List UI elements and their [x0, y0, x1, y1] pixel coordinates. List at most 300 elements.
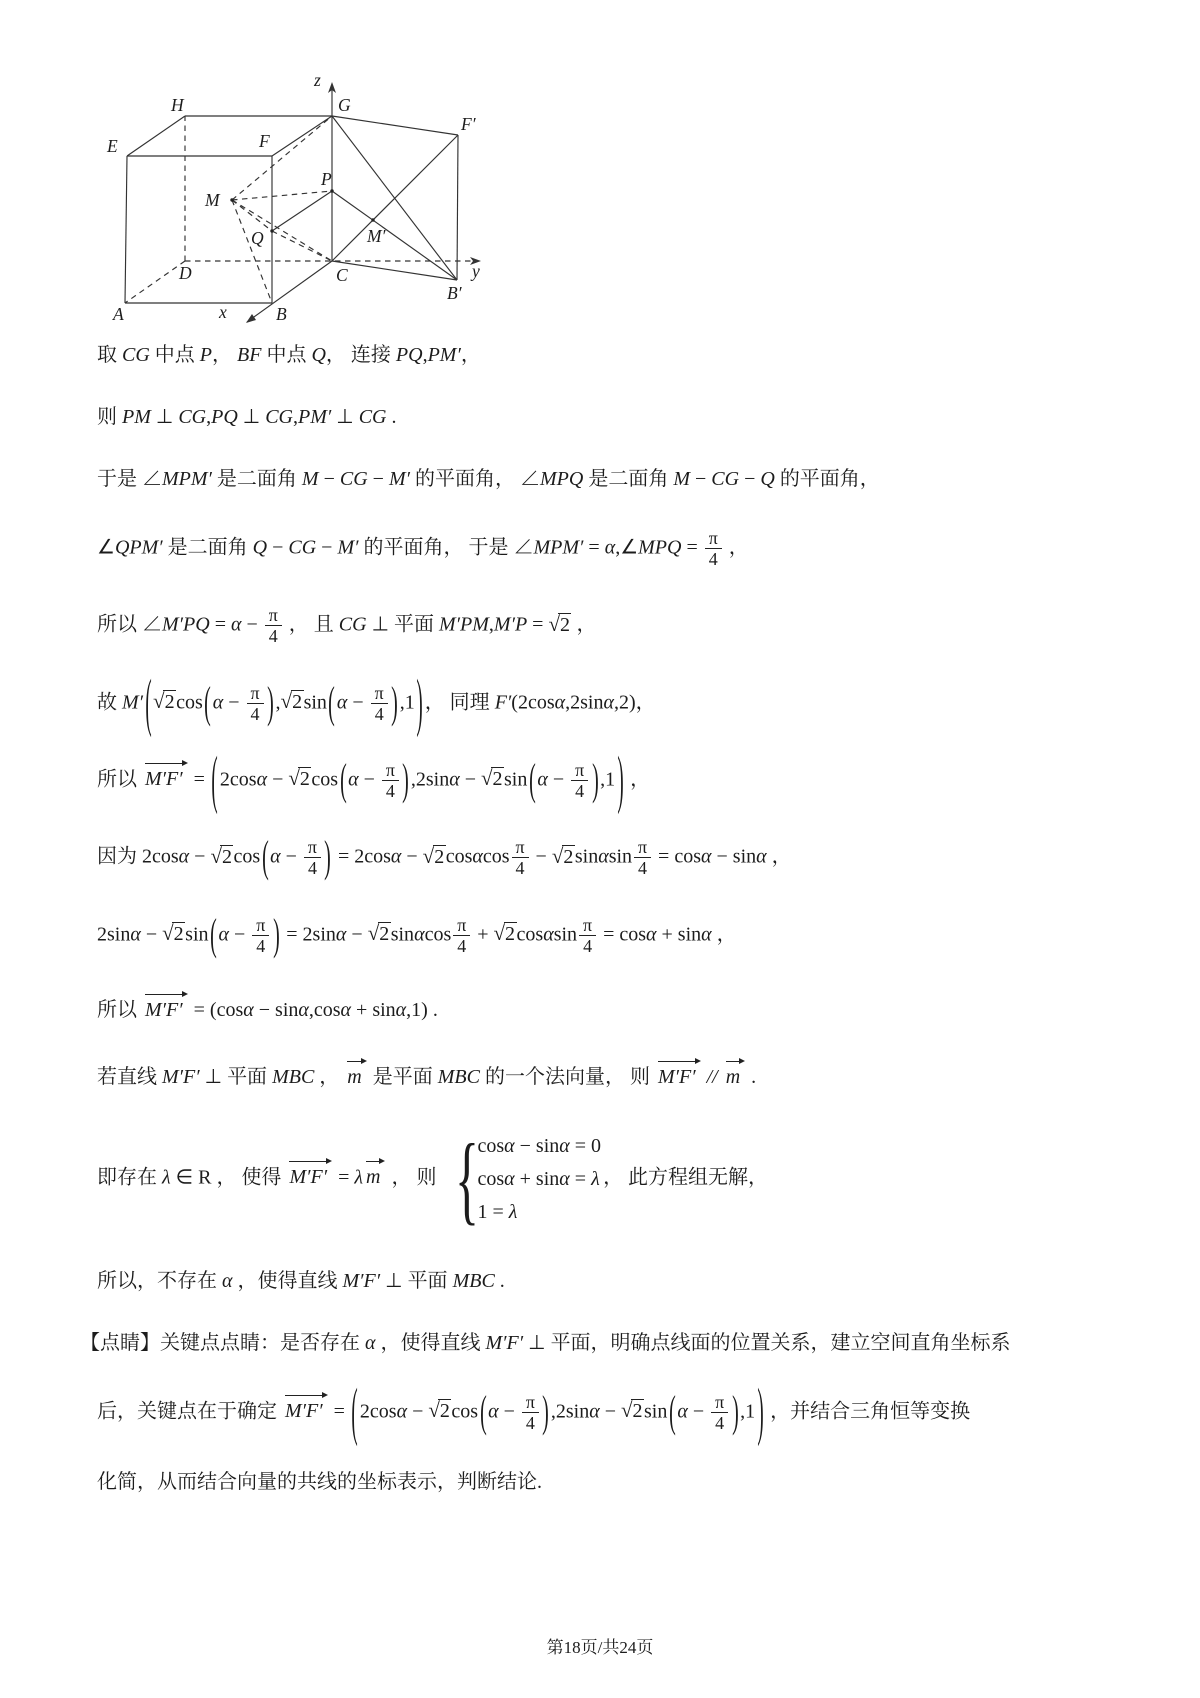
- vertex-label-c: C: [336, 265, 348, 285]
- math-roman: ,: [293, 406, 298, 428]
- fraction: $\frac{\pi}{4}$: [453, 915, 470, 956]
- math-var: α: [270, 845, 281, 868]
- cjk-text: 故: [97, 690, 122, 713]
- text-line: [97, 1059, 1120, 1090]
- axis-label-y: y: [472, 261, 480, 281]
- math-roman: ,: [275, 690, 281, 713]
- math-roman: sin: [504, 768, 528, 791]
- cjk-text: 则: [97, 406, 122, 428]
- math-roman: −: [547, 768, 570, 791]
- vertex-label-b2: B′: [447, 283, 462, 303]
- text-line: [97, 404, 1120, 430]
- math-var: M′: [388, 468, 410, 490]
- math-roman: − sin: [711, 845, 757, 868]
- math-roman: sin: [608, 845, 633, 868]
- cube-edges: [125, 116, 332, 303]
- math-roman: cos: [233, 845, 261, 868]
- solution-lines: [0, 342, 1200, 1495]
- math-roman: ∠: [620, 536, 639, 559]
- math-roman: −: [223, 690, 245, 713]
- cjk-text: 的平面角，: [774, 468, 880, 490]
- vertex-label-p: P: [321, 169, 332, 189]
- math-var: M′F′: [162, 1065, 200, 1088]
- math-roman: −: [530, 845, 552, 868]
- math-var: Q: [760, 468, 775, 490]
- math-var: F′: [494, 690, 512, 713]
- cjk-text: ，: [625, 768, 651, 791]
- fraction: $\frac{\pi}{4}$: [252, 915, 269, 956]
- math-roman: −: [318, 468, 340, 490]
- math-var: α: [298, 998, 309, 1021]
- math-roman: ⊥: [331, 406, 359, 428]
- vertex-label-a: A: [113, 304, 124, 324]
- math-var: //: [701, 1065, 723, 1088]
- math-var: CG: [358, 406, 387, 428]
- math-var: CG: [288, 536, 317, 559]
- math-var: α: [396, 1400, 408, 1423]
- text-line: [97, 1469, 1120, 1495]
- math-var: α: [335, 922, 347, 945]
- cjk-text: .: [494, 1269, 505, 1292]
- math-var: QPM′: [114, 536, 163, 559]
- sqrt-expr: √2: [280, 688, 303, 713]
- math-var: MBC: [272, 1065, 315, 1088]
- math-var: α: [646, 922, 657, 945]
- math-roman: ⊥: [380, 1269, 408, 1292]
- cjk-text: 化简，从而结合向量的共线的坐标表示，判断结论.: [97, 1471, 542, 1494]
- math-roman: =: [583, 536, 605, 559]
- math-roman: − sin: [514, 1134, 560, 1157]
- cjk-text: 【点睛】关键点点睛：是否存在: [80, 1331, 365, 1354]
- sqrt-expr: √2: [153, 688, 175, 713]
- paren-group: ( 2cosα − √2cos ( α − $\frac{\pi}{4}$ ) ,2sinα − √2sin ( α − $\frac{\pi}{4}$ ) ,1 ): [351, 1373, 764, 1448]
- fraction: $\frac{\pi}{4}$: [371, 683, 388, 724]
- vertex-label-b: B: [276, 304, 287, 324]
- math-roman: =: [681, 536, 703, 559]
- paren-group: ( α − $\frac{\pi}{4}$ ): [529, 754, 599, 805]
- math-roman: = (cos: [188, 998, 244, 1021]
- math-var: M: [301, 468, 319, 490]
- math-roman: sin: [390, 922, 415, 945]
- math-roman: (2cos: [511, 690, 555, 713]
- math-roman: =: [328, 1400, 350, 1423]
- sqrt-expr: √2: [422, 843, 445, 868]
- fraction: $\frac{\pi}{4}$: [304, 837, 321, 878]
- math-roman: ⊥: [366, 613, 394, 636]
- axis-label-x: x: [219, 302, 227, 322]
- math-roman: cos: [311, 768, 339, 791]
- text-line: [97, 831, 1120, 882]
- fraction: $\frac{\pi}{4}$: [579, 915, 596, 956]
- math-roman: = 0: [569, 1134, 602, 1157]
- vertex-label-f: F: [259, 131, 270, 151]
- math-var: α: [756, 845, 767, 868]
- math-roman: cos: [477, 1167, 505, 1190]
- paren-group: ( α − $\frac{\pi}{4}$ ): [204, 676, 274, 728]
- text-line: [97, 664, 1120, 739]
- math-roman: ⊥: [199, 1065, 228, 1088]
- math-roman: − sin: [253, 998, 299, 1021]
- math-var: PM′: [427, 344, 461, 366]
- math-roman: ∠: [97, 536, 115, 559]
- math-var: CG: [338, 613, 367, 636]
- vertex-label-h: H: [171, 95, 184, 115]
- math-roman: =: [209, 613, 231, 636]
- math-var: BF: [237, 344, 262, 366]
- math-var: α: [472, 845, 483, 868]
- vertex-label-m: M: [205, 190, 220, 210]
- vertex-label-e: E: [107, 136, 118, 156]
- math-roman: ,: [615, 536, 621, 559]
- math-var: α: [701, 922, 712, 945]
- cjk-text: 取: [97, 344, 122, 366]
- math-roman: +: [472, 922, 494, 945]
- cjk-text: 平面: [393, 613, 439, 636]
- math-roman: ,1: [600, 768, 616, 791]
- construction-dashed-lines: [232, 116, 332, 303]
- math-roman: cos: [477, 1134, 505, 1157]
- cjk-text: .: [386, 406, 397, 428]
- math-roman: −: [347, 690, 369, 713]
- math-roman: ,1: [399, 690, 415, 713]
- cjk-text: 是二面角: [162, 536, 253, 559]
- math-var: M′: [337, 536, 359, 559]
- math-roman: −: [241, 613, 263, 636]
- cjk-text: ， 且: [283, 613, 339, 636]
- math-roman: −: [687, 1400, 710, 1423]
- math-var: α: [212, 690, 224, 713]
- fraction: $\frac{\pi}{4}$: [265, 605, 282, 646]
- math-roman: =: [527, 613, 549, 636]
- cjk-text: 中点: [149, 344, 200, 366]
- cjk-text: 若直线: [97, 1065, 162, 1088]
- cjk-text: 的一个法向量， 则: [479, 1065, 655, 1088]
- math-roman: sin: [644, 1400, 668, 1423]
- fraction: $\frac{\pi}{4}$: [522, 1392, 539, 1433]
- vertex-label-f2: F′: [461, 114, 476, 134]
- math-var: α: [218, 922, 229, 945]
- cjk-text: 所以: [97, 998, 142, 1021]
- math-var: α: [365, 1331, 376, 1354]
- math-var: CG: [711, 468, 740, 490]
- math-roman: −: [739, 468, 761, 490]
- cjk-text: 平面，明确点线面的位置关系，建立空间直角坐标系: [550, 1331, 1011, 1354]
- text-line: [97, 908, 1120, 960]
- cjk-text: ，: [723, 536, 749, 559]
- cjk-text: 所以: [97, 768, 142, 791]
- math-var: α: [559, 1134, 570, 1157]
- math-var: α: [504, 1167, 515, 1190]
- math-roman: ,cos: [308, 998, 341, 1021]
- math-roman: ,1): [406, 998, 428, 1021]
- axis-label-z: z: [314, 70, 321, 90]
- math-roman: −: [316, 536, 338, 559]
- math-var: α: [589, 1400, 600, 1423]
- math-roman: ,2): [613, 690, 636, 713]
- math-var: M′: [122, 690, 144, 713]
- fraction: $\frac{\pi}{4}$: [705, 528, 722, 569]
- math-roman: ∠: [513, 536, 534, 559]
- fraction: $\frac{\pi}{4}$: [247, 683, 264, 724]
- text-line: [97, 992, 1120, 1023]
- math-var: α: [230, 613, 242, 636]
- math-var: MPQ: [540, 468, 584, 490]
- cjk-text: 的平面角， 于是: [358, 536, 514, 559]
- math-var: PQ: [211, 406, 238, 428]
- math-roman: =: [188, 768, 210, 791]
- math-var: M′F′: [342, 1269, 381, 1292]
- vertex-label-d: D: [179, 263, 192, 283]
- vector: m: [364, 1159, 385, 1190]
- text-line: [97, 466, 1120, 492]
- math-var: α: [677, 1400, 688, 1423]
- math-roman: ,2sin: [550, 1400, 590, 1423]
- cjk-text: 中点: [261, 344, 312, 366]
- sqrt-expr: √2: [367, 920, 390, 945]
- vector: M′F′: [143, 761, 188, 792]
- cjk-text: 后，关键点在于确定: [97, 1400, 282, 1423]
- math-var: α: [340, 998, 352, 1021]
- text-line: [97, 741, 1120, 816]
- sqrt-expr: √2: [548, 611, 570, 636]
- cjk-text: 平面: [227, 1065, 273, 1088]
- math-var: λ: [162, 1166, 171, 1189]
- vertex-label-m2: M′: [367, 226, 386, 246]
- page-footer: 第18页/共24页: [546, 1638, 654, 1657]
- math-var: Q: [252, 536, 268, 559]
- math-roman: = cos: [653, 845, 701, 868]
- vector: m: [724, 1059, 745, 1090]
- sqrt-expr: √2: [162, 920, 184, 945]
- math-roman: ,: [206, 406, 212, 428]
- text-line: [97, 605, 1120, 646]
- cjk-text: 是二面角: [583, 468, 674, 490]
- math-var: α: [603, 690, 614, 713]
- sqrt-expr: √2: [480, 766, 503, 791]
- math-var: CG: [265, 406, 293, 428]
- math-roman: −: [401, 845, 423, 868]
- math-roman: cos: [176, 690, 203, 713]
- cjk-text: ，使得直线: [375, 1331, 486, 1354]
- math-roman: ,2sin: [565, 690, 604, 713]
- math-var: CG: [178, 406, 207, 428]
- cjk-text: .: [427, 998, 438, 1021]
- vertex-label-q: Q: [251, 228, 264, 248]
- cjk-text: 是二面角: [211, 468, 302, 490]
- math-var: M′PM: [438, 613, 489, 636]
- math-var: M′PQ: [162, 613, 210, 636]
- cjk-text: 所以: [97, 613, 142, 636]
- sqrt-expr: √2: [210, 843, 232, 868]
- cjk-text: 即存在: [97, 1166, 162, 1189]
- math-roman: = cos: [598, 922, 647, 945]
- math-roman: ,: [422, 344, 428, 366]
- cjk-text: ，: [766, 845, 792, 868]
- cjk-text: 的平面角，: [410, 468, 520, 490]
- math-var: α: [554, 690, 566, 713]
- math-roman: ⊥: [150, 406, 179, 428]
- math-var: α: [559, 1167, 570, 1190]
- math-var: MPM′: [533, 536, 584, 559]
- math-roman: 2cos: [219, 768, 257, 791]
- math-var: α: [243, 998, 254, 1021]
- cjk-text: .: [746, 1065, 757, 1088]
- text-line: [97, 1122, 1120, 1234]
- cjk-text: 因为: [97, 845, 142, 868]
- cjk-text: ，: [635, 690, 656, 713]
- equation-system: { cosα − sinα = 0 cosα + sinα = λ 1 = λ: [455, 1122, 602, 1234]
- geometry-figure: [95, 70, 495, 338]
- math-roman: −: [690, 468, 712, 490]
- vector: m: [345, 1059, 366, 1090]
- math-roman: 2sin: [97, 922, 131, 945]
- paren-group: ( α − $\frac{\pi}{4}$ ): [339, 754, 410, 805]
- math-roman: −: [358, 768, 380, 791]
- fraction: $\frac{\pi}{4}$: [711, 1392, 728, 1433]
- math-roman: −: [367, 468, 389, 490]
- math-roman: 1 =: [477, 1200, 509, 1223]
- math-var: PM: [122, 406, 151, 428]
- sqrt-expr: √2: [428, 1398, 450, 1423]
- math-var: α: [390, 845, 402, 868]
- math-roman: cos: [445, 845, 473, 868]
- cjk-text: ，: [571, 613, 597, 636]
- math-var: α: [488, 1400, 499, 1423]
- cjk-text: ， 同理: [424, 690, 495, 713]
- math-var: α: [598, 845, 609, 868]
- math-var: M′P: [493, 613, 528, 636]
- math-var: M′F′: [485, 1331, 524, 1354]
- math-roman: ⊥: [237, 406, 266, 428]
- math-var: α: [336, 690, 348, 713]
- math-roman: −: [267, 768, 289, 791]
- math-var: α: [256, 768, 268, 791]
- math-var: α: [178, 845, 190, 868]
- cjk-text: ， 则: [386, 1166, 442, 1189]
- math-roman: −: [599, 1400, 621, 1423]
- cjk-text: ，: [711, 922, 737, 945]
- sqrt-expr: √2: [551, 843, 574, 868]
- math-var: α: [449, 768, 460, 791]
- paren-group: ( α − $\frac{\pi}{4}$ ): [669, 1385, 739, 1437]
- math-var: MBC: [452, 1269, 495, 1292]
- paren-group: ( √2cos ( α − $\frac{\pi}{4}$ ) ,√2sin ( α − $\frac{\pi}{4}$ ) ,1 ): [144, 664, 423, 739]
- math-roman: sin: [553, 922, 578, 945]
- math-roman: + sin: [656, 922, 702, 945]
- cjk-text: ， 此方程组无解，: [603, 1166, 769, 1189]
- cjk-text: ，: [212, 344, 238, 366]
- fraction: $\frac{\pi}{4}$: [634, 837, 651, 878]
- text-line: [97, 1373, 1120, 1448]
- cjk-text: 所以，不存在: [97, 1269, 222, 1292]
- math-roman: ∈ R: [170, 1166, 212, 1189]
- math-roman: cos: [451, 1400, 479, 1423]
- cjk-text: ，: [460, 344, 481, 366]
- math-roman: cos: [482, 845, 510, 868]
- math-var: PM′: [298, 406, 332, 428]
- math-var: λ: [508, 1200, 518, 1223]
- math-var: P: [199, 344, 213, 366]
- math-roman: ,1: [740, 1400, 756, 1423]
- math-roman: sin: [185, 922, 209, 945]
- fraction: $\frac{\pi}{4}$: [382, 760, 399, 801]
- vertex-labels: [106, 70, 480, 324]
- text-line: [97, 528, 1120, 569]
- math-var: PQ: [395, 344, 423, 366]
- math-var: α: [414, 922, 425, 945]
- math-var: CG: [339, 468, 368, 490]
- math-roman: + sin: [514, 1167, 560, 1190]
- vector: M′F′: [656, 1059, 701, 1090]
- math-var: λ: [591, 1167, 600, 1190]
- folded-flap-edges: [272, 116, 458, 280]
- math-var: α: [604, 536, 616, 559]
- paren-group: ( 2cosα − √2cos ( α − $\frac{\pi}{4}$ ) ,2sinα − √2sin ( α − $\frac{\pi}{4}$ ) ,1 ): [211, 741, 624, 816]
- math-roman: cos: [424, 922, 452, 945]
- math-roman: cos: [516, 922, 544, 945]
- math-roman: ∠: [142, 468, 162, 490]
- sqrt-expr: √2: [493, 920, 516, 945]
- cjk-text: 平面: [407, 1269, 453, 1292]
- math-roman: −: [346, 922, 368, 945]
- cjk-text: ，并结合三角恒等变换: [765, 1400, 971, 1423]
- math-roman: ⊥: [523, 1331, 551, 1354]
- math-roman: =: [333, 1166, 355, 1189]
- paren-group: ( α − $\frac{\pi}{4}$ ): [479, 1385, 550, 1437]
- math-roman: sin: [303, 690, 327, 713]
- cjk-text: ， 连接: [325, 344, 396, 366]
- math-roman: −: [280, 845, 302, 868]
- math-roman: −: [459, 768, 481, 791]
- math-roman: −: [140, 922, 163, 945]
- vector: M′F′: [283, 1393, 328, 1424]
- math-roman: −: [407, 1400, 429, 1423]
- math-roman: ∠: [520, 468, 540, 490]
- math-var: MBC: [437, 1065, 480, 1088]
- math-roman: ,: [488, 613, 494, 636]
- math-var: Q: [311, 344, 326, 366]
- math-var: α: [130, 922, 141, 945]
- cjk-text: ，使得直线: [232, 1269, 343, 1292]
- math-var: CG: [122, 344, 150, 366]
- math-roman: 2cos: [359, 1400, 397, 1423]
- math-var: α: [543, 922, 554, 945]
- text-line: [97, 1268, 1120, 1294]
- math-roman: =: [569, 1167, 592, 1190]
- vector: M′F′: [143, 992, 188, 1023]
- math-var: α: [222, 1269, 233, 1292]
- math-var: λ: [354, 1166, 364, 1189]
- math-roman: −: [267, 536, 289, 559]
- sqrt-expr: √2: [288, 766, 310, 791]
- cjk-text: 于是: [97, 468, 142, 490]
- text-line: [80, 1330, 1120, 1356]
- math-var: M: [673, 468, 690, 490]
- math-roman: + sin: [351, 998, 396, 1021]
- vector: M′F′: [287, 1159, 332, 1190]
- math-roman: ∠: [142, 613, 162, 636]
- paren-group: ( α − $\frac{\pi}{4}$ ): [261, 831, 332, 882]
- sqrt-expr: √2: [620, 1398, 643, 1423]
- math-var: MPM′: [162, 468, 212, 490]
- math-roman: = 2cos: [332, 845, 391, 868]
- math-var: α: [504, 1134, 515, 1157]
- math-roman: −: [189, 845, 211, 868]
- vertex-label-g: G: [338, 95, 351, 115]
- cjk-text: ， 使得: [211, 1166, 287, 1189]
- math-roman: −: [498, 1400, 520, 1423]
- math-var: MPQ: [638, 536, 682, 559]
